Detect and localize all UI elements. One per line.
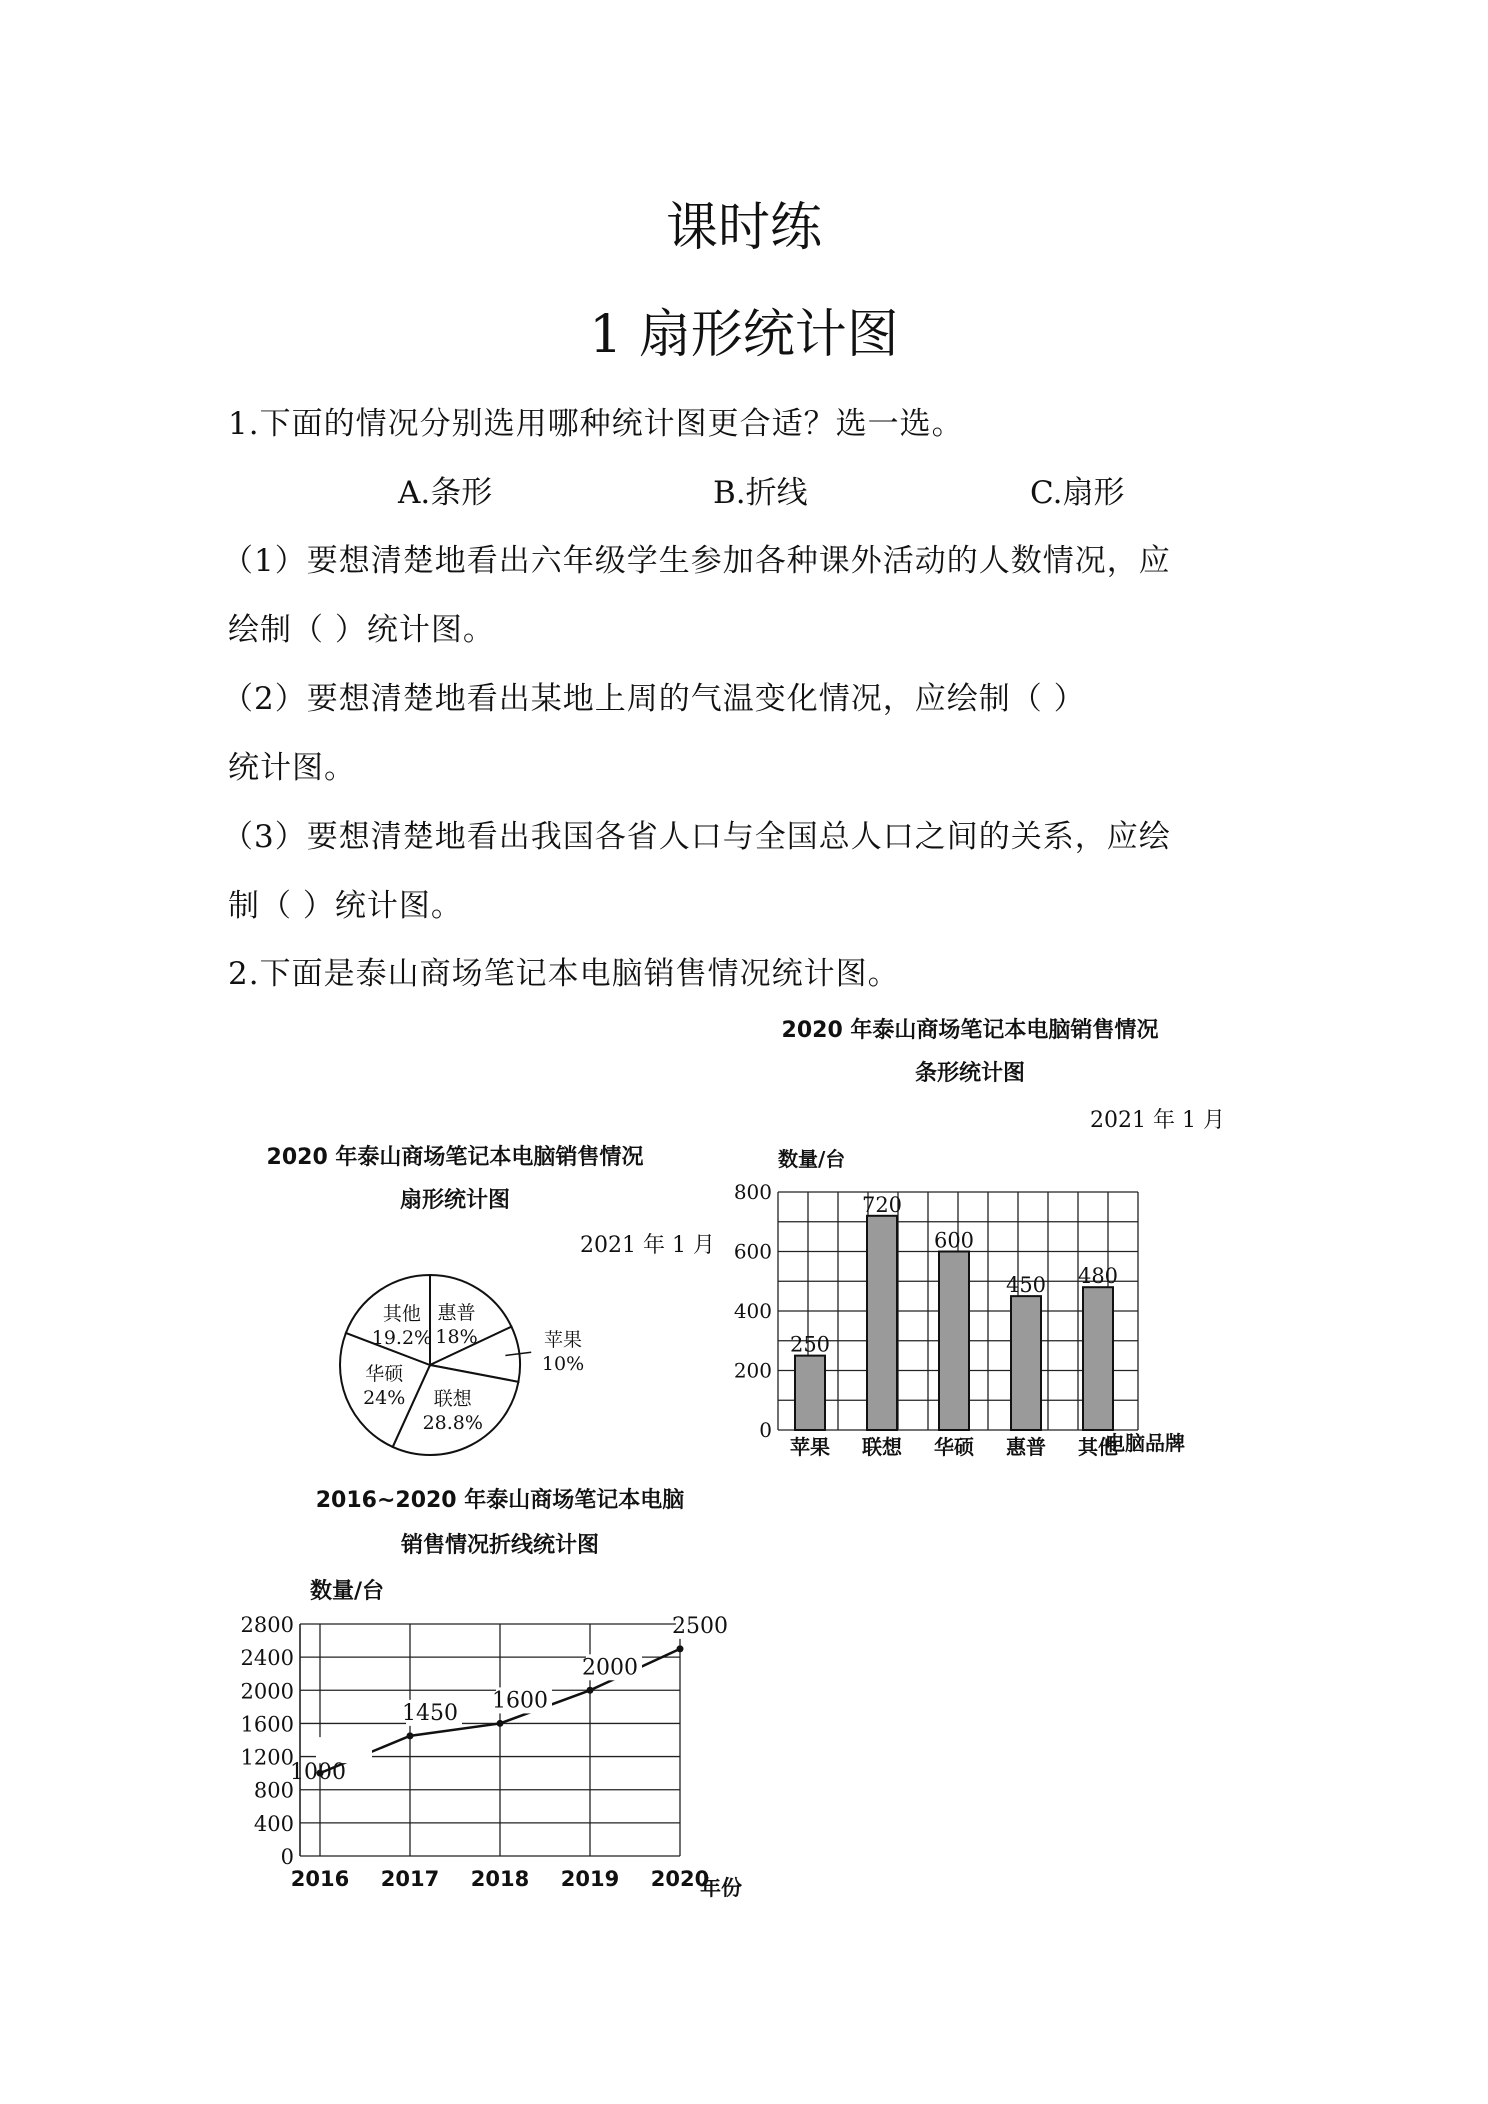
bar-value-label: 480 xyxy=(1077,1264,1119,1289)
bar-y-tick: 400 xyxy=(733,1299,772,1323)
bar-category-label: 苹果 xyxy=(790,1435,830,1459)
line-value-label: 2500 xyxy=(672,1613,728,1639)
bar-category-label: 华硕 xyxy=(934,1435,974,1459)
bar-category-label: 联想 xyxy=(862,1435,902,1459)
line-y-tick: 800 xyxy=(253,1778,294,1803)
option-b: B.折线 xyxy=(713,475,808,511)
bar-value-label: 600 xyxy=(933,1228,975,1253)
bar-y-tick: 600 xyxy=(733,1239,772,1264)
line-x-tick: 2020 xyxy=(650,1867,710,1891)
bar-date: 2021 年 1 月 xyxy=(1090,1108,1225,1133)
q1-item1-line2: 绘制（ ）统计图。 xyxy=(228,612,495,648)
bar-2 xyxy=(939,1252,969,1431)
line-y-tick: 1200 xyxy=(240,1745,294,1770)
q1-item1-line1: （1）要想清楚地看出六年级学生参加各种课外活动的人数情况，应 xyxy=(222,543,1171,579)
pie-date: 2021 年 1 月 xyxy=(580,1233,715,1258)
bar-chart xyxy=(720,1140,1220,1470)
bar-y-tick: 800 xyxy=(733,1180,772,1204)
pie-slice-label: 18% xyxy=(435,1326,478,1349)
line-y-tick: 2000 xyxy=(240,1679,294,1704)
option-a: A.条形 xyxy=(398,475,493,511)
bar-title-line2: 条形统计图 xyxy=(914,1061,1025,1086)
line-y-tick: 0 xyxy=(280,1845,294,1869)
line-y-axis-label: 数量/台 xyxy=(310,1579,385,1604)
line-point xyxy=(587,1687,594,1694)
line-y-tick: 400 xyxy=(253,1811,294,1836)
bar-1 xyxy=(867,1216,897,1430)
line-x-tick: 2016 xyxy=(290,1867,350,1891)
line-point xyxy=(407,1732,414,1739)
pie-slice-label: 24% xyxy=(363,1386,406,1409)
q1-stem: 1.下面的情况分别选用哪种统计图更合适？选一选。 xyxy=(228,406,964,442)
bar-y-tick: 200 xyxy=(733,1358,772,1383)
pie-slice-name: 华硕 xyxy=(365,1362,404,1385)
line-value-label: 2000 xyxy=(582,1655,638,1681)
bar-y-tick: 0 xyxy=(759,1418,772,1442)
line-x-axis-label: 年份 xyxy=(700,1876,742,1900)
line-title-line1: 2016~2020 年泰山商场笔记本电脑 xyxy=(315,1488,685,1513)
option-c: C.扇形 xyxy=(1030,475,1125,511)
line-title-line2: 销售情况折线统计图 xyxy=(400,1533,599,1558)
q1-item2-line2: 统计图。 xyxy=(228,750,356,786)
line-value-label: 1000 xyxy=(290,1760,346,1786)
q2-stem: 2.下面是泰山商场笔记本电脑销售情况统计图。 xyxy=(228,956,900,992)
line-x-tick: 2017 xyxy=(380,1867,440,1891)
series-title: 课时练 xyxy=(665,198,822,258)
line-y-tick: 2800 xyxy=(240,1613,294,1637)
bar-title-line1: 2020 年泰山商场笔记本电脑销售情况 xyxy=(781,1018,1159,1043)
pie-slice-label: 10% xyxy=(541,1352,585,1375)
line-y-tick: 1600 xyxy=(240,1712,294,1737)
line-value-label: 1600 xyxy=(492,1688,548,1714)
line-value-label: 1450 xyxy=(402,1700,458,1726)
pie-slice-label: 19.2% xyxy=(371,1327,433,1350)
q1-item3-line1: （3）要想清楚地看出我国各省人口与全国总人口之间的关系，应绘 xyxy=(222,819,1171,855)
pie-slice-name: 联想 xyxy=(433,1387,472,1410)
line-point xyxy=(497,1720,504,1727)
pie-slice-name: 其他 xyxy=(382,1303,421,1326)
bar-value-label: 250 xyxy=(789,1332,831,1357)
line-point xyxy=(677,1645,684,1652)
bar-0 xyxy=(795,1356,825,1430)
bar-value-label: 450 xyxy=(1005,1273,1047,1298)
line-x-tick: 2018 xyxy=(470,1867,530,1891)
bar-category-label: 惠普 xyxy=(1006,1435,1046,1459)
bar-value-label: 720 xyxy=(861,1192,903,1217)
bar-category-label: 其他 xyxy=(1078,1435,1118,1459)
bar-y-axis-label: 数量/台 xyxy=(778,1147,846,1171)
pie-slice-name: 惠普 xyxy=(437,1302,476,1325)
bar-x-axis-label: 电脑品牌 xyxy=(1105,1431,1185,1455)
q1-item3-line2: 制（ ）统计图。 xyxy=(228,888,463,924)
pie-slice-label: 28.8% xyxy=(422,1411,483,1434)
line-x-tick: 2019 xyxy=(560,1867,620,1891)
page-title: 1 扇形统计图 xyxy=(589,305,899,365)
pie-slice-name: 苹果 xyxy=(544,1328,583,1351)
pie-title-line2: 扇形统计图 xyxy=(399,1188,510,1213)
bar-4 xyxy=(1083,1287,1113,1430)
line-y-tick: 2400 xyxy=(240,1646,294,1671)
bar-3 xyxy=(1011,1296,1041,1430)
pie-title-line1: 2020 年泰山商场笔记本电脑销售情况 xyxy=(266,1145,644,1170)
pie-chart xyxy=(330,1265,630,1465)
line-chart xyxy=(210,1570,780,1910)
q1-item2-line1: （2）要想清楚地看出某地上周的气温变化情况，应绘制（ ） xyxy=(222,681,1086,717)
